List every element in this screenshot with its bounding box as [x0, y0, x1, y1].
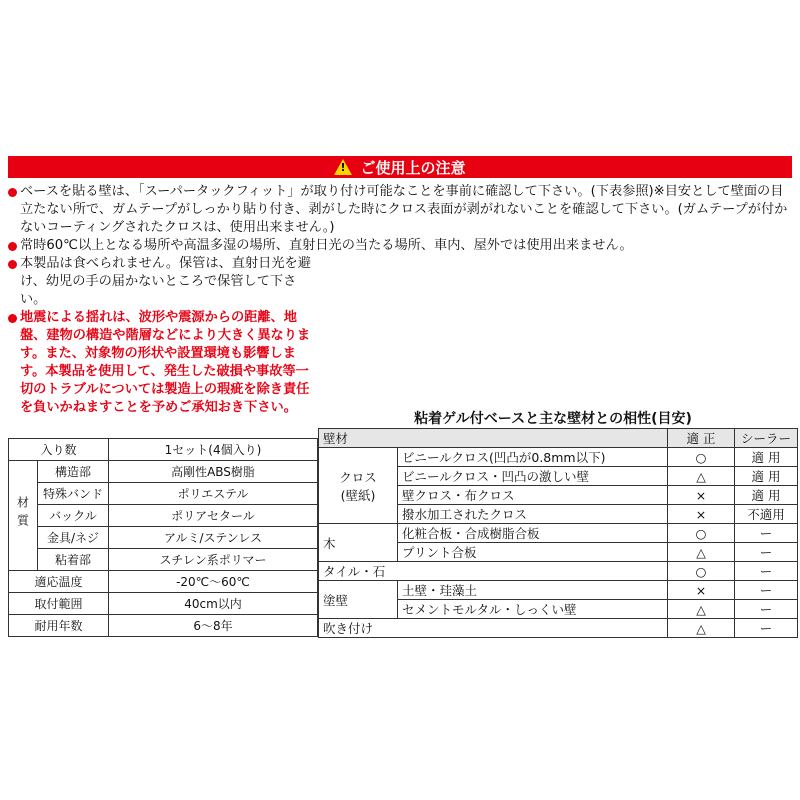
sub-name: プリント合板 [398, 543, 668, 562]
note-item: ベースを貼る壁は、「スーパータックフィット」が取り付け可能なことを事前に確認して下さい。(下表参照)※目安として壁面の目立たない所で、ガムテープがしっかり貼り付き、剥がした時にクロス表面が剥がれないことを確認して下さい。(ガムテープが付かないコーティングされたクロスは、使用出来ません。) [8, 183, 796, 237]
spec-label: 適応温度 [9, 571, 109, 593]
material-part: 特殊バンド [38, 483, 109, 505]
caution-banner [8, 156, 792, 178]
material-value: 高剛性ABS樹脂 [109, 461, 318, 483]
sub-name: ビニールクロス(凹凸が0.8mm以下) [398, 448, 668, 467]
caution-notes [8, 183, 796, 417]
spec-label: 取付範囲 [9, 593, 109, 615]
fit-mark: △ [668, 600, 735, 619]
fit-mark: × [668, 581, 735, 600]
group-name: タイル・石 [319, 562, 668, 581]
sealer-value: 適 用 [735, 448, 798, 467]
sub-name: 撥水加工されたクロス [398, 505, 668, 524]
bullet-icon [8, 260, 17, 269]
material-value: スチレン系ポリマー [109, 549, 318, 571]
material-part: 構造部 [38, 461, 109, 483]
sub-name: 土壁・珪藻土 [398, 581, 668, 600]
note-item: 常時60℃以上となる場所や高温多湿の場所、直射日光の当たる場所、車内、屋外では使用出来ません。 [8, 237, 796, 255]
spec-value: -20℃〜60℃ [109, 571, 318, 593]
bullet-icon [8, 314, 17, 323]
material-value: ポリアセタール [109, 505, 318, 527]
material-part: バックル [38, 505, 109, 527]
spec-label: 入り数 [9, 439, 109, 461]
bullet-icon [8, 188, 17, 197]
note-item: 本製品は食べられません。保管は、直射日光を避け、幼児の手の届かないところで保管して下さい。 [8, 255, 318, 309]
compat-title: 粘着ゲル付ベースと主な壁材との相性(目安) [414, 411, 692, 427]
spec-value: 40cm以内 [109, 593, 318, 615]
fit-mark: ○ [668, 448, 735, 467]
group-name: 木 [319, 524, 398, 562]
spec-table [8, 438, 318, 637]
group-name: 塗壁 [319, 581, 398, 619]
spec-value: 6〜8年 [109, 615, 318, 637]
sealer-value: ー [735, 562, 798, 581]
material-label: 材質 [9, 461, 38, 571]
compat-table [318, 428, 798, 638]
fit-mark: × [668, 505, 735, 524]
sub-name: 化粧合板・合成樹脂合板 [398, 524, 668, 543]
sealer-value: ー [735, 581, 798, 600]
header-wall: 壁材 [319, 429, 668, 448]
fit-mark: △ [668, 467, 735, 486]
group-name: クロス (壁紙) [319, 448, 398, 524]
sub-name: セメントモルタル・しっくい壁 [398, 600, 668, 619]
sealer-value: ー [735, 543, 798, 562]
banner-title: ご使用上の注意 [360, 158, 466, 177]
warning-triangle-icon: ! [334, 159, 352, 175]
sub-name: 壁クロス・布クロス [398, 486, 668, 505]
sealer-value: 適 用 [735, 486, 798, 505]
sealer-value: ー [735, 524, 798, 543]
material-value: ポリエステル [109, 483, 318, 505]
spec-value: 1セット(4個入り) [109, 439, 318, 461]
note-item-warning: 地震による揺れは、波形や震源からの距離、地盤、建物の構造や階層などにより大きく異なります。また、対象物の形状や設置環境も影響します。本製品を使用して、発生した破損や事故等一切のトラブルについては製造上の瑕疵を除き責任を負いかねますことを予めご承知おき下さい。 [8, 309, 318, 417]
material-part: 金具/ネジ [38, 527, 109, 549]
sealer-value: 適 用 [735, 467, 798, 486]
fit-mark: ○ [668, 562, 735, 581]
spec-label: 耐用年数 [9, 615, 109, 637]
fit-mark: × [668, 486, 735, 505]
header-fit: 適 正 [668, 429, 735, 448]
sealer-value: ー [735, 600, 798, 619]
sub-name: ビニールクロス・凹凸の激しい壁 [398, 467, 668, 486]
material-value: アルミ/ステンレス [109, 527, 318, 549]
bullet-icon [8, 242, 17, 251]
fit-mark: △ [668, 543, 735, 562]
fit-mark: ○ [668, 524, 735, 543]
sealer-value: 不適用 [735, 505, 798, 524]
header-sealer: シーラー [735, 429, 798, 448]
sealer-value: ー [735, 619, 798, 638]
fit-mark: △ [668, 619, 735, 638]
group-name: 吹き付け [319, 619, 668, 638]
material-part: 粘着部 [38, 549, 109, 571]
